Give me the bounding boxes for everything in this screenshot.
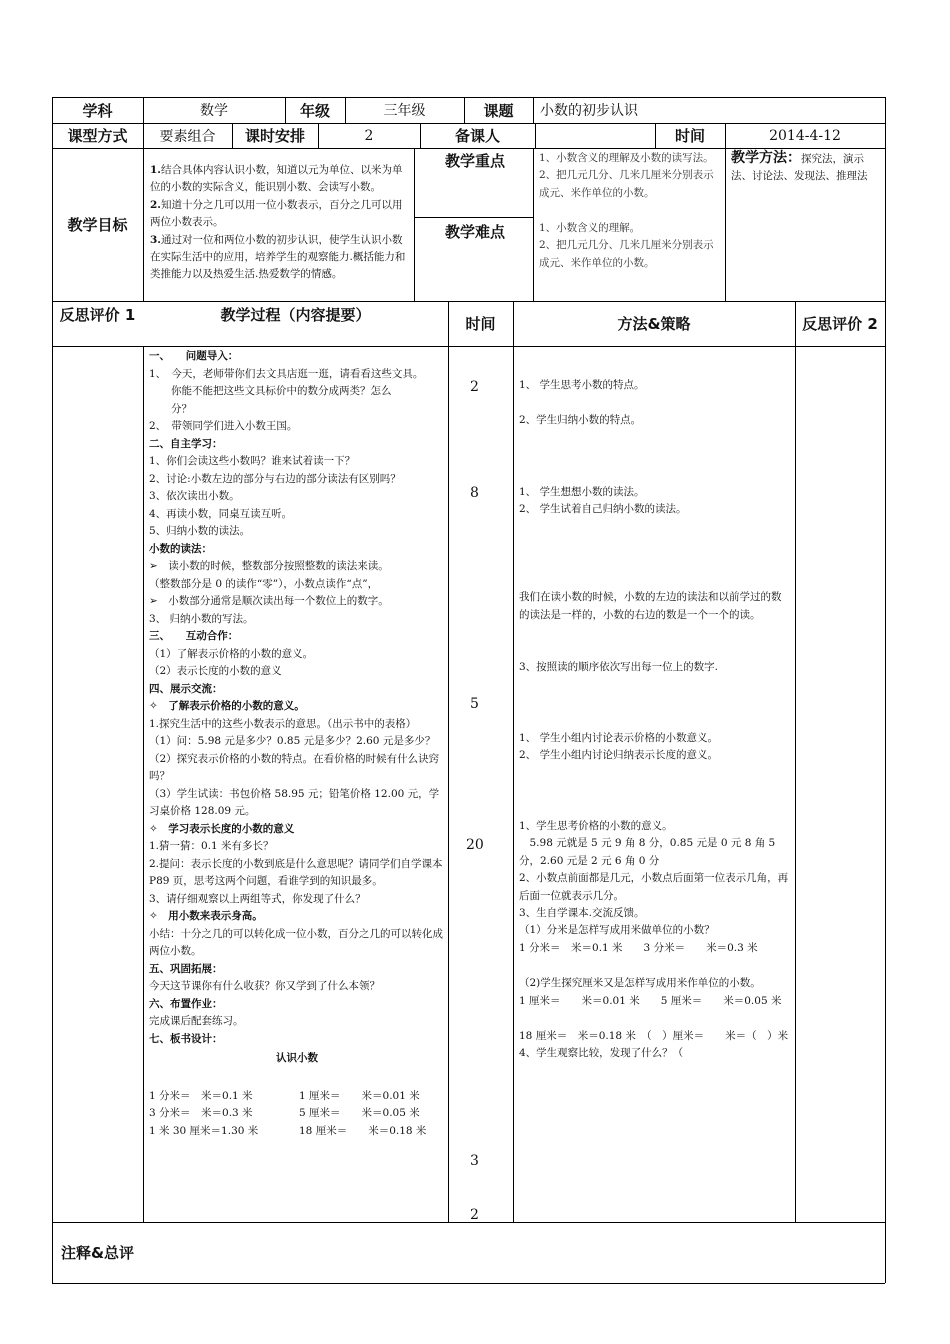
grade-value: 三年级 [383, 103, 426, 119]
goal-item: 2.知道十分之几可以用一位小数表示，百分之几可以用两位小数表示。 [150, 198, 403, 229]
board-row: 3 分米＝ 米＝0.3 米 5 厘米＝ 米＝0.05 米 [149, 1107, 420, 1119]
process-subtitle: ✧ 用小数来表示身高。 [149, 910, 263, 922]
method-line: 1、学生思考价格的小数的意义。 [519, 820, 673, 832]
process-line: 你能不能把这些文具标价中的数分成两类？怎么 [171, 385, 392, 397]
process-line: 2、 带领同学们进入小数王国。 [149, 420, 298, 432]
process-line: （整数部分是 0 的读作“零”），小数点读作“点”， [149, 577, 379, 590]
method-line: 2、 学生小组内讨论归纳表示长度的意义。 [519, 749, 719, 761]
method-line: 4、学生观察比较，发现了什么？（ [519, 1047, 684, 1059]
hours-value: 2 [364, 127, 374, 144]
method-line: （2)学生探究厘米又是怎样写成用米作单位的小数。 [519, 977, 761, 989]
key-points-label: 教学重点 [444, 152, 505, 170]
preparer-label: 备课人 [454, 127, 500, 145]
time-value: 2 [470, 379, 479, 395]
method-line: 2、学生归纳小数的特点。 [519, 414, 642, 426]
time-value: 8 [470, 485, 479, 501]
method-line: 2、小数点前面都是几元，小数点后面第一位表示几角，再后面一位就表示几分。 [519, 872, 789, 902]
process-line: 3、请仔细观察以上两组等式，你发现了什么？ [149, 892, 366, 905]
topic-label: 课题 [483, 101, 514, 120]
board-title: 认识小数 [276, 1052, 318, 1064]
process-line: 1.探究生活中的这些小数表示的意思。（出示书中的表格） [149, 717, 417, 730]
process-line: 5、归纳小数的读法。 [149, 525, 251, 537]
time-value: 2 [470, 1207, 479, 1223]
board-row: 1 米 30 厘米＝1.30 米 18 厘米＝ 米＝0.18 米 [149, 1124, 427, 1137]
process-line: 2、讨论:小数左边的部分与右边的部分读法有区别吗？ [149, 472, 401, 485]
process-line: （2）探究表示价格的小数的特点。在看价格的时候有什么诀窍吗？ [149, 752, 440, 782]
method-line: 1、 学生思考小数的特点。 [519, 379, 645, 391]
method-line: 1 厘米＝ 米＝0.01 米 5 厘米＝ 米＝0.05 米 [519, 995, 782, 1007]
key-points-text: 1、小数含义的理解及小数的读写法。 2、把几元几分、几米几厘米分别表示成元、米作单位的小数。 [539, 152, 714, 199]
process-line: 分？ [171, 402, 192, 415]
topic-value: 小数的初步认识 [540, 103, 638, 119]
subject-label: 学科 [82, 101, 113, 120]
process-line: ➢ 读小数的时候，整数部分按照整数的读法来读。 [149, 560, 389, 572]
process-header: 教学过程（内容提要） [220, 306, 371, 324]
method-line: 3、生自学课本.交流反馈。 [519, 907, 645, 919]
time-value: 3 [470, 1153, 479, 1169]
process-line: 1、 今天，老师带你们去文具店逛一逛，请看看这些文具。 [149, 367, 424, 380]
process-content [149, 348, 445, 1140]
method-line: 5.98 元就是 5 元 9 角 8 分，0.85 元是 0 元 8 角 5 分，2.60 元是 2 元 6 角 0 分 [519, 837, 776, 867]
process-line: （1）问：5.98 元是多少？0.85 元是多少？2.60 元是多少？ [149, 735, 436, 747]
section-title: 四、展示交流： [149, 682, 223, 695]
board-row: 1 分米＝ 米＝0.1 米 1 厘米＝ 米＝0.01 米 [149, 1089, 420, 1102]
section-title: 六、布置作业： [149, 997, 223, 1010]
method-line: 1、 学生想想小数的读法。 [519, 486, 645, 498]
hours-label: 课时安排 [244, 127, 305, 145]
time-header: 时间 [465, 315, 496, 333]
date-label: 时间 [674, 127, 705, 145]
method-line: 1、 学生小组内讨论表示价格的小数意义。 [519, 732, 719, 744]
process-line: 1、你们会读这些小数吗？谁来试着读一下？ [149, 455, 356, 467]
process-line: 完成课后配套练习。 [149, 1015, 244, 1027]
method-line: 3、按照读的顺序依次写出每一位上的数字. [519, 661, 719, 673]
method-line: 1 分米＝ 米＝0.1 米 3 分米＝ 米＝0.3 米 [519, 942, 758, 954]
preparer-value [535, 123, 655, 148]
subject-value: 数学 [200, 103, 228, 119]
difficult-points-label: 教学难点 [444, 223, 505, 241]
type-label: 课型方式 [67, 127, 128, 145]
process-line: 1.猜一猜：0.1 米有多长？ [149, 840, 274, 852]
time-value: 20 [466, 837, 484, 853]
notes-label: 注释&总评 [60, 1244, 135, 1262]
process-line: 4、再读小数，同桌互读互听。 [149, 507, 293, 520]
section-title: 五、巩固拓展： [149, 962, 223, 975]
process-line: 3、 归纳小数的写法。 [149, 612, 254, 625]
method-line: 2、 学生试着自己归纳小数的读法。 [519, 503, 687, 515]
time-value: 5 [470, 696, 479, 712]
grade-label: 年级 [299, 101, 330, 120]
process-subtitle: ✧ 了解表示价格的小数的意义。 [149, 700, 305, 712]
type-value: 要素组合 [159, 128, 216, 145]
reflect2-header: 反思评价 2 [802, 315, 878, 333]
goals-label: 教学目标 [67, 216, 128, 234]
goals-list [150, 162, 412, 284]
difficult-points-text: 1、小数含义的理解。 2、把几元几分、几米几厘米分别表示成元、米作单位的小数。 [539, 222, 714, 269]
section-title: 小数的读法： [149, 542, 212, 555]
process-subtitle: ✧ 学习表示长度的小数的意义 [149, 822, 295, 835]
section-title: 三、 互动合作： [149, 630, 239, 642]
goal-item: 1.结合具体内容认识小数，知道以元为单位、以米为单位的小数的实际含义，能识别小数、会读写小数。 [150, 164, 403, 194]
section-title: 二、自主学习： [149, 437, 223, 450]
teaching-methods: 教学方法：探究法，演示法、讨论法、发现法、推理法 [731, 150, 868, 183]
method-line: 18 厘米＝ 米＝0.18 米 （ ）厘米＝ 米＝（ ）米 [519, 1030, 789, 1042]
process-line: 2.提问：表示长度的小数到底是什么意思呢？请同学们自学课本 P89 页，思考这两个问题，看谁学到的知识最多。 [149, 857, 443, 887]
process-line: （2）表示长度的小数的意义 [149, 665, 282, 677]
method-header: 方法&策略 [617, 315, 691, 333]
date-value: 2014-4-12 [769, 127, 841, 144]
process-line: （1）了解表示价格的小数的意义。 [149, 647, 314, 660]
method-line: 我们在读小数的时候，小数的左边的读法和以前学过的数的读法是一样的，小数的右边的数是一个一个的读。 [519, 591, 782, 621]
process-line: 今天这节课你有什么收获？你又学到了什么本领？ [149, 980, 380, 992]
section-title: 一、 问题导入： [149, 350, 239, 362]
process-line: （3）学生试读：书包价格 58.95 元；铅笔价格 12.00 元，学习桌价格 128.09 元。 [149, 787, 440, 817]
process-line: 小结：十分之几的可以转化成一位小数，百分之几的可以转化成两位小数。 [149, 927, 443, 957]
goal-item: 3.通过对一位和两位小数的初步认识，使学生认识小数在实际生活中的应用，培养学生的观察能力.概括能力和类推能力以及热爱生活.热爱数学的情感。 [150, 233, 406, 281]
reflect1-header: 反思评价 1 [59, 306, 136, 324]
method-line: （1）分米是怎样写成用米做单位的小数？ [519, 924, 715, 936]
section-title: 七、板书设计： [149, 1032, 223, 1045]
process-line: 3、依次读出小数。 [149, 490, 240, 502]
process-line: ➢ 小数部分通常是顺次读出每一个数位上的数字。 [149, 595, 389, 607]
